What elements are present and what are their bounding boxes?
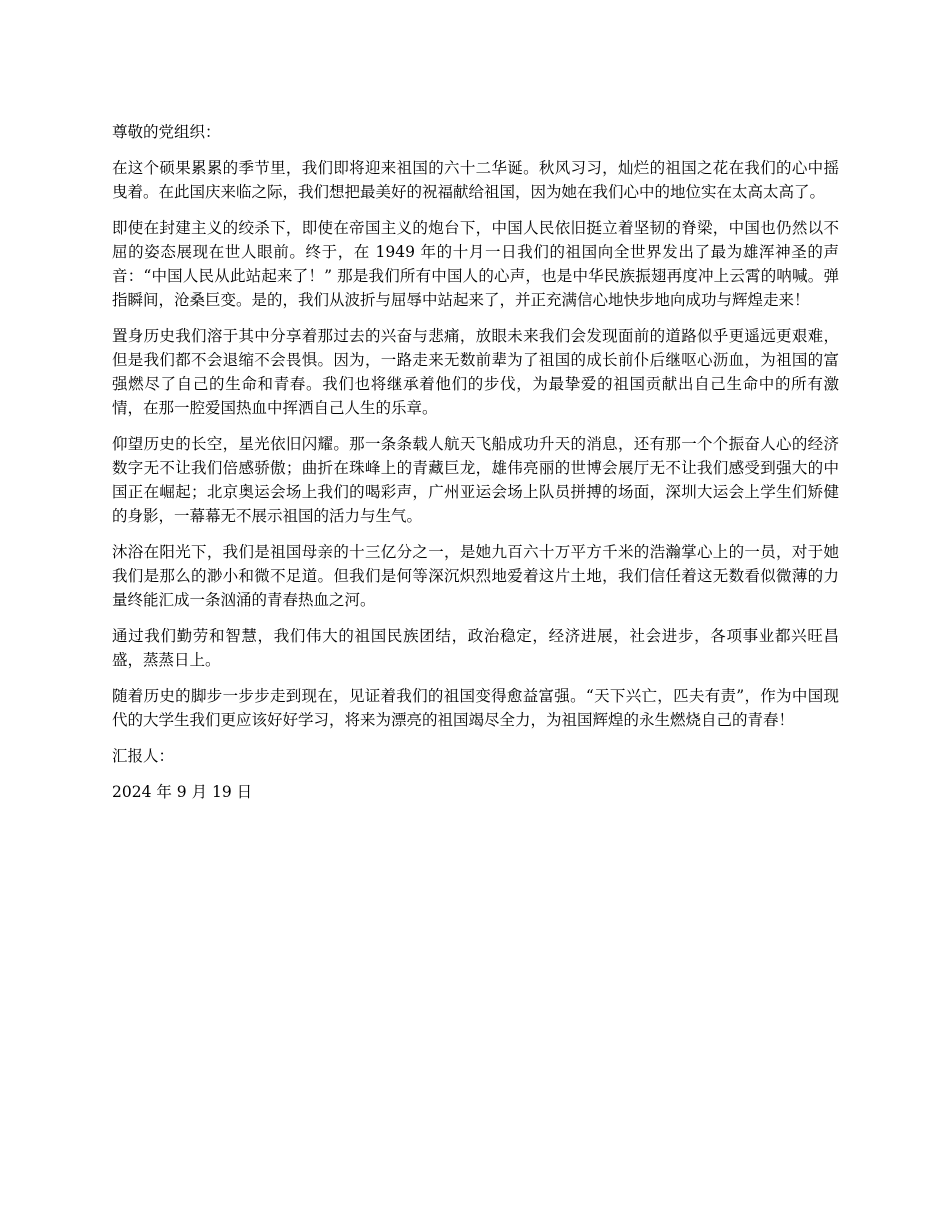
letter-document	[112, 120, 839, 816]
body-paragraph-6: 通过我们勤劳和智慧，我们伟大的祖国民族团结，政治稳定，经济进展，社会进步，各项事业都兴旺昌盛，蒸蒸日上。	[112, 627, 839, 669]
report-date: 2024 年 9 月 19 日	[112, 783, 253, 801]
salutation: 尊敬的党组织：	[112, 123, 221, 141]
body-paragraph-2: 即使在封建主义的绞杀下，即使在帝国主义的炮台下，中国人民依旧挺立着坚韧的脊梁，中国也仍然以不屈的姿态展现在世人眼前。终于，在 1949 年的十月一日我们的祖国向全世界发出了最为雄浑神圣的声音：“中国人民从此站起来了！” 那是我们所有中国人的心声，也是中华民族振翅再度冲上云霄的呐喊。弹指瞬间，沧桑巨变。是的，我们从波折与屈辱中站起来了，并正充满信心地快步地向成功与辉煌走来！	[112, 219, 839, 309]
body-paragraph-3: 置身历史我们溶于其中分享着那过去的兴奋与悲痛，放眼未来我们会发现面前的道路似乎更遥远更艰难，但是我们都不会退缩不会畏惧。因为，一路走来无数前辈为了祖国的成长前仆后继呕心沥血，为祖国的富强燃尽了自己的生命和青春。我们也将继承着他们的步伐，为最挚爱的祖国贡献出自己生命中的所有激情，在那一腔爱国热血中挥洒自己人生的乐章。	[112, 327, 839, 417]
body-paragraph-1: 在这个硕果累累的季节里，我们即将迎来祖国的六十二华诞。秋风习习，灿烂的祖国之花在我们的心中摇曳着。在此国庆来临之际，我们想把最美好的祝福献给祖国，因为她在我们心中的地位实在太高太高了。	[112, 159, 839, 201]
signature-label: 汇报人：	[112, 747, 175, 765]
body-paragraph-7: 随着历史的脚步一步步走到现在，见证着我们的祖国变得愈益富强。“天下兴亡，匹夫有责”，作为中国现代的大学生我们更应该好好学习，将来为漂亮的祖国竭尽全力，为祖国辉煌的永生燃烧自己的青春！	[112, 687, 839, 729]
body-paragraph-5: 沐浴在阳光下，我们是祖国母亲的十三亿分之一，是她九百六十万平方千米的浩瀚掌心上的一员，对于她我们是那么的渺小和微不足道。但我们是何等深沉炽烈地爱着这片土地，我们信任着这无数看似微薄的力量终能汇成一条汹涌的青春热血之河。	[112, 543, 839, 609]
body-paragraph-4: 仰望历史的长空，星光依旧闪耀。那一条条载人航天飞船成功升天的消息，还有那一个个振奋人心的经济数字无不让我们倍感骄傲；曲折在珠峰上的青藏巨龙，雄伟亮丽的世博会展厅无不让我们感受到强大的中国正在崛起；北京奥运会场上我们的喝彩声，广州亚运会场上队员拼搏的场面，深圳大运会上学生们矫健的身影，一幕幕无不展示祖国的活力与生气。	[112, 435, 839, 525]
